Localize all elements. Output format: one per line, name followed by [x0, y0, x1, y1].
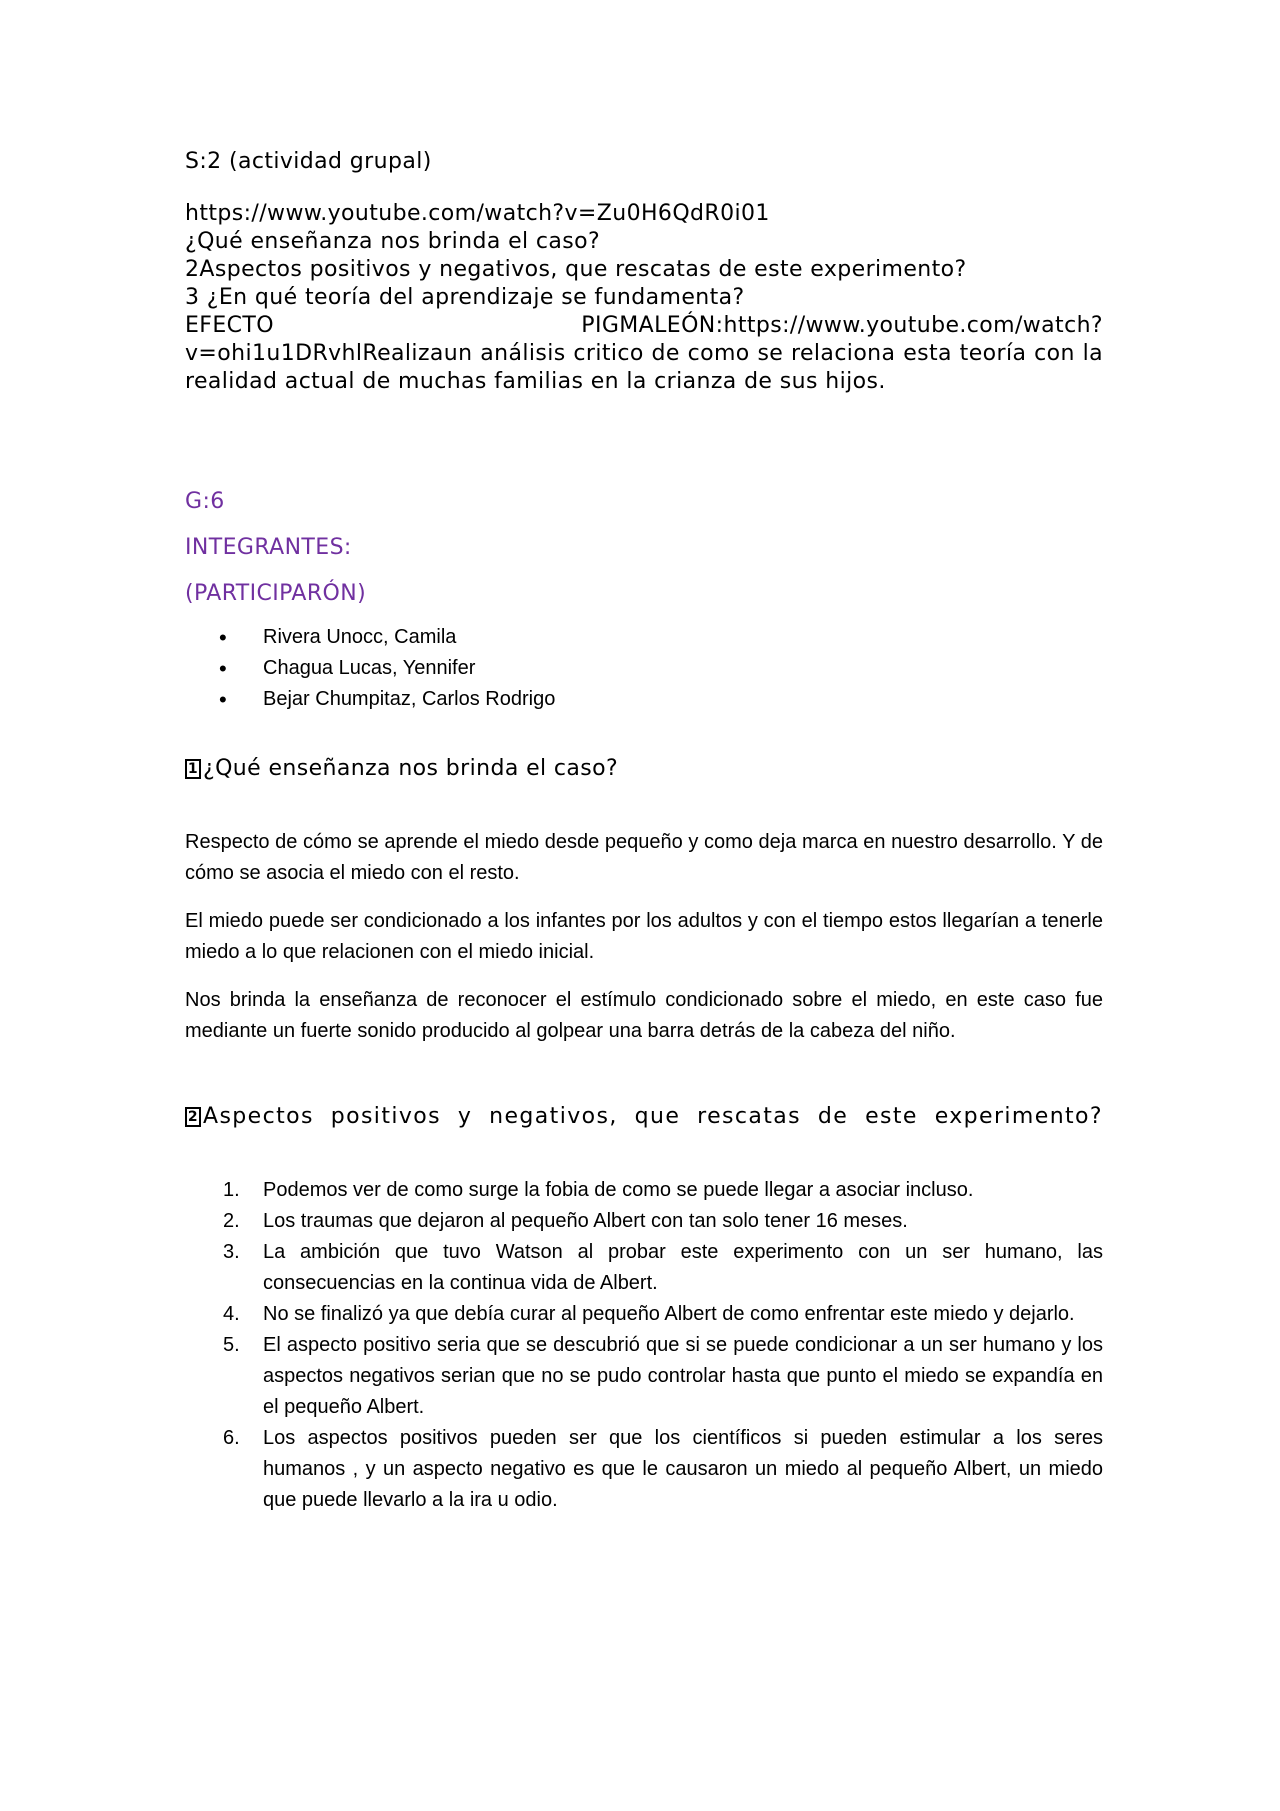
list-item: • Rivera Unocc, Camila — [185, 622, 1103, 653]
section-1-title: ¿Qué enseñanza nos brinda el caso? — [203, 756, 619, 781]
item-text: Los aspectos positivos pueden ser que los científicos si pueden estimular a los seres humanos , y un aspecto negativo es que le causaron un miedo al pequeño Albert, un miedo que puede llevarlo a la ira u odio. — [263, 1427, 1103, 1511]
item-number: 3. — [223, 1241, 240, 1263]
participaron-label: (PARTICIPARÓN) — [185, 581, 367, 606]
item-text: No se finalizó ya que debía curar al pequeño Albert de como enfrentar este miedo y dejarlo. — [263, 1303, 1075, 1325]
list-item — [185, 1299, 1103, 1330]
item-text: Los traumas que dejaron al pequeño Albert con tan solo tener 16 meses. — [263, 1210, 908, 1232]
paragraph: Respecto de cómo se aprende el miedo desde pequeño y como deja marca en nuestro desarrollo. Y de cómo se asocia el miedo con el resto. — [185, 831, 1103, 884]
item-text: El aspecto positivo seria que se descubrió que si se puede condicionar a un ser humano y los aspectos negativos serian que no se pudo controlar hasta que punto el miedo se expandía en el pequeño Albert. — [263, 1334, 1103, 1418]
group-id: G:6 — [185, 489, 225, 514]
section-1-marker: 1 — [185, 759, 201, 779]
item-number: 4. — [223, 1303, 240, 1325]
integrantes-label: INTEGRANTES: — [185, 535, 352, 560]
paragraph: Nos brinda la enseñanza de reconocer el estímulo condicionado sobre el miedo, en este caso fue mediante un fuerte sonido producido al golpear una barra detrás de la cabeza del niño. — [185, 989, 1103, 1042]
list-item — [185, 1206, 1103, 1237]
section-1-heading — [185, 755, 1103, 783]
efecto-url: PIGMALEÓN:https://www.youtube.com/watch? — [581, 313, 1103, 338]
document-page — [185, 148, 1103, 1516]
question-3: 3 ¿En qué teoría del aprendizaje se fundamenta? — [185, 285, 745, 310]
section-2-title: Aspectos positivos y negativos, que rescatas de este experimento? — [203, 1104, 1103, 1129]
efecto-label: EFECTO — [185, 313, 274, 338]
item-text: Podemos ver de como surge la fobia de como se puede llegar a asociar incluso. — [263, 1179, 974, 1201]
video-url: https://www.youtube.com/watch?v=Zu0H6QdR0i01 — [185, 201, 770, 226]
question-2: 2Aspectos positivos y negativos, que rescatas de este experimento? — [185, 257, 967, 282]
session-line: S:2 (actividad grupal) — [185, 149, 432, 174]
assignment-header — [185, 148, 1103, 396]
list-item: • Chagua Lucas, Yennifer — [185, 653, 1103, 684]
list-item — [185, 1423, 1103, 1516]
members-list — [185, 622, 1103, 715]
section-2-marker: 2 — [185, 1107, 201, 1127]
group-block — [185, 488, 1103, 608]
item-number: 2. — [223, 1210, 240, 1232]
list-item: • Bejar Chumpitaz, Carlos Rodrigo — [185, 684, 1103, 715]
list-item — [185, 1330, 1103, 1423]
section-2-heading — [185, 1103, 1103, 1131]
list-item — [185, 1175, 1103, 1206]
item-text: La ambición que tuvo Watson al probar este experimento con un ser humano, las consecuencias en la continua vida de Albert. — [263, 1241, 1103, 1294]
efecto-line — [185, 312, 1103, 340]
efecto-instruction: v=ohi1u1DRvhlRealizaun análisis critico de como se relaciona esta teoría con la realidad actual de muchas familias en la crianza de sus hijos. — [185, 341, 1103, 394]
list-item — [185, 1237, 1103, 1299]
question-1: ¿Qué enseñanza nos brinda el caso? — [185, 229, 601, 254]
item-number: 1. — [223, 1179, 240, 1201]
section-1-body — [185, 827, 1103, 1047]
paragraph: El miedo puede ser condicionado a los infantes por los adultos y con el tiempo estos llegarían a tenerle miedo a lo que relacionen con el miedo inicial. — [185, 910, 1103, 963]
aspects-list — [185, 1175, 1103, 1516]
item-number: 5. — [223, 1334, 240, 1356]
item-number: 6. — [223, 1427, 240, 1449]
